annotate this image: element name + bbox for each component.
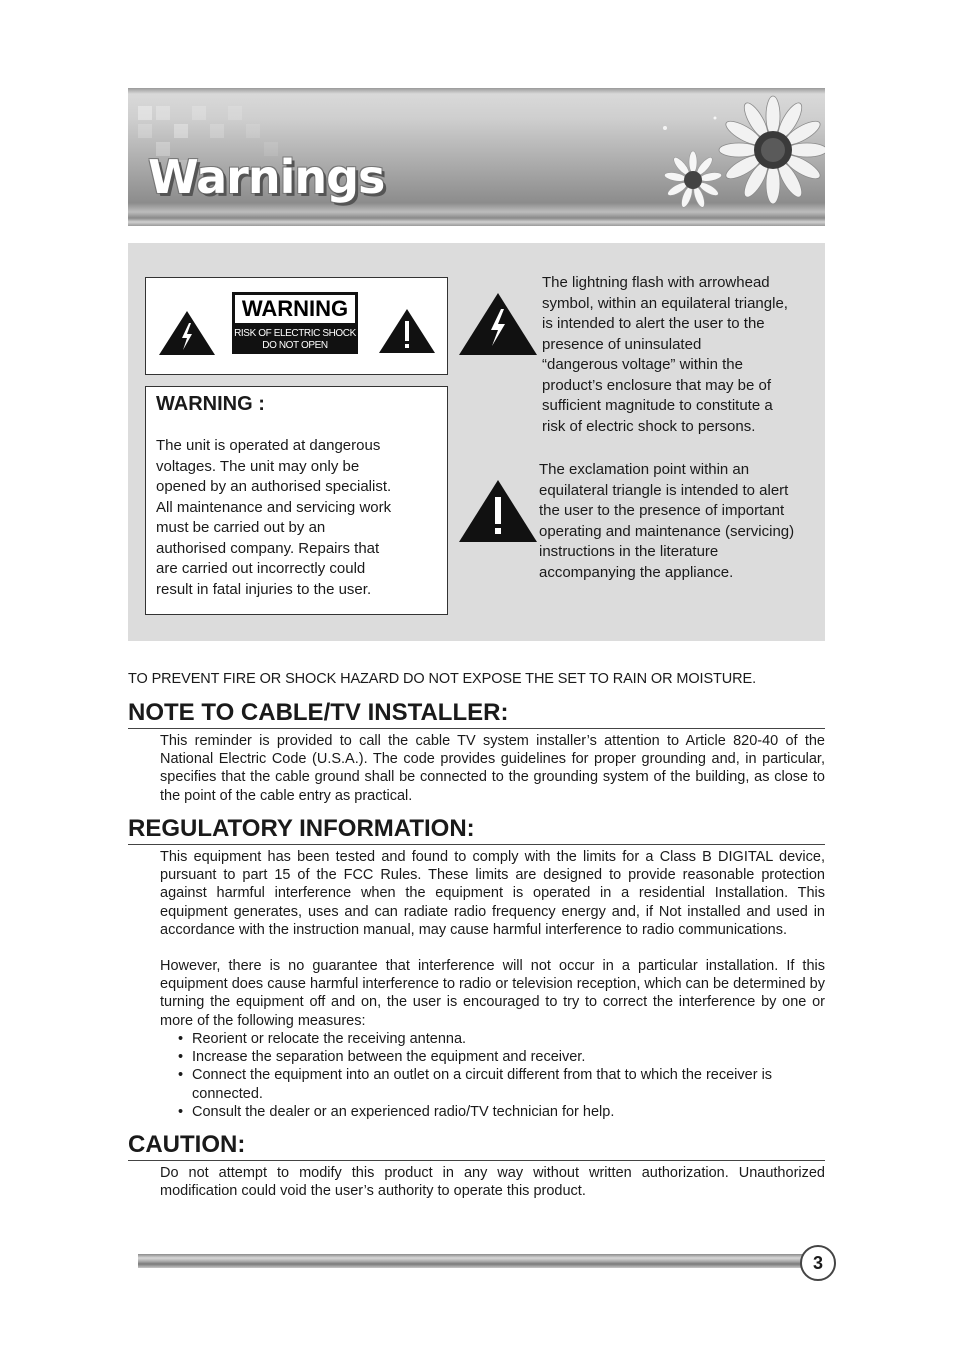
list-item: • Reorient or relocate the receiving antenna. xyxy=(178,1031,467,1047)
exclamation-triangle-large-icon xyxy=(458,479,538,543)
warning-badge xyxy=(232,292,358,354)
header-banner xyxy=(128,88,825,226)
lightning-description: The lightning flash with arrowhead symbol, within an equilateral triangle, is intended to alert the user to the presence of uninsulated “dangerous voltage” within the product’s enclosure that may be of sufficient magnitude to constitute a risk of electric shock to persons. xyxy=(542,274,788,435)
caution-body: Do not attempt to modify this product in any way without written authorization. Unauthorized modification could void the user’s authority to operate this product. xyxy=(160,1165,825,1200)
badge-line-1: RISK OF ELECTRIC SHOCK xyxy=(234,328,356,339)
lightning-triangle-icon xyxy=(158,310,216,356)
page-number: 3 xyxy=(800,1245,836,1281)
exclamation-description: The exclamation point within an equilateral triangle is intended to alert the user to the presence of important operating and maintenance (servicing) instructions in the literature accompanying the appliance. xyxy=(539,461,795,581)
list-item: • Consult the dealer or an experienced radio/TV technician for help. xyxy=(178,1103,615,1120)
measures-list xyxy=(178,1030,825,1121)
warning-heading: WARNING : xyxy=(156,393,265,415)
regulatory-paragraph-1: This equipment has been tested and found to comply with the limits for a Class B DIGITAL device, pursuant to part 15 of the FCC Rules. These limits are designed to provide reasonable protection against harmful interference when the equipment is operated in a residential Installation. This equipment generates, uses and can radiate radio frequency energy and, if Not installed and used in accordance with the instruction manual, may cause harmful interference to radio communications. xyxy=(160,849,825,938)
page-title: Warnings xyxy=(148,150,385,204)
sunflower-decoration xyxy=(655,88,825,226)
footer-bar xyxy=(138,1254,806,1268)
list-item: • Connect the equipment into an outlet on a circuit different from that to which the receiver is connected. xyxy=(178,1067,773,1102)
regulatory-heading: REGULATORY INFORMATION: xyxy=(128,815,825,845)
cable-installer-body: This reminder is provided to call the cable TV system installer’s attention to Article 820-40 of the National Electric Code (U.S.A.). The code provides guidelines for proper grounding and, in particular, specifies that the cable ground shall be connected to the grounding system of the building, as close to the point of the cable entry as practical. xyxy=(160,733,825,804)
exclamation-triangle-icon xyxy=(378,308,436,354)
warning-label-box xyxy=(145,277,448,375)
cable-installer-heading: NOTE TO CABLE/TV INSTALLER: xyxy=(128,699,825,729)
regulatory-paragraph-2: However, there is no guarantee that interference will not occur in a particular installation. If this equipment does cause harmful interference to radio or television reception, which can be determined by turning the equipment off and on, the user is encouraged to try to correct the interference by one or more of the following measures: xyxy=(160,958,825,1029)
badge-line-2: DO NOT OPEN xyxy=(262,340,328,351)
warning-body: The unit is operated at dangerous voltages. The unit may only be opened by an authorised specialist. All maintenance and servicing work must be carried out by an authorised company. Repairs that are carried out incorrectly could result in fatal injuries to the user. xyxy=(156,437,392,598)
list-item: • Increase the separation between the equipment and receiver. xyxy=(178,1049,586,1066)
lightning-triangle-large-icon xyxy=(458,292,538,356)
caution-heading: CAUTION: xyxy=(128,1131,825,1161)
badge-title: WARNING xyxy=(235,295,355,323)
warning-text-box xyxy=(145,386,448,615)
moisture-notice: TO PREVENT FIRE OR SHOCK HAZARD DO NOT EXPOSE THE SET TO RAIN OR MOISTURE. xyxy=(128,671,757,687)
